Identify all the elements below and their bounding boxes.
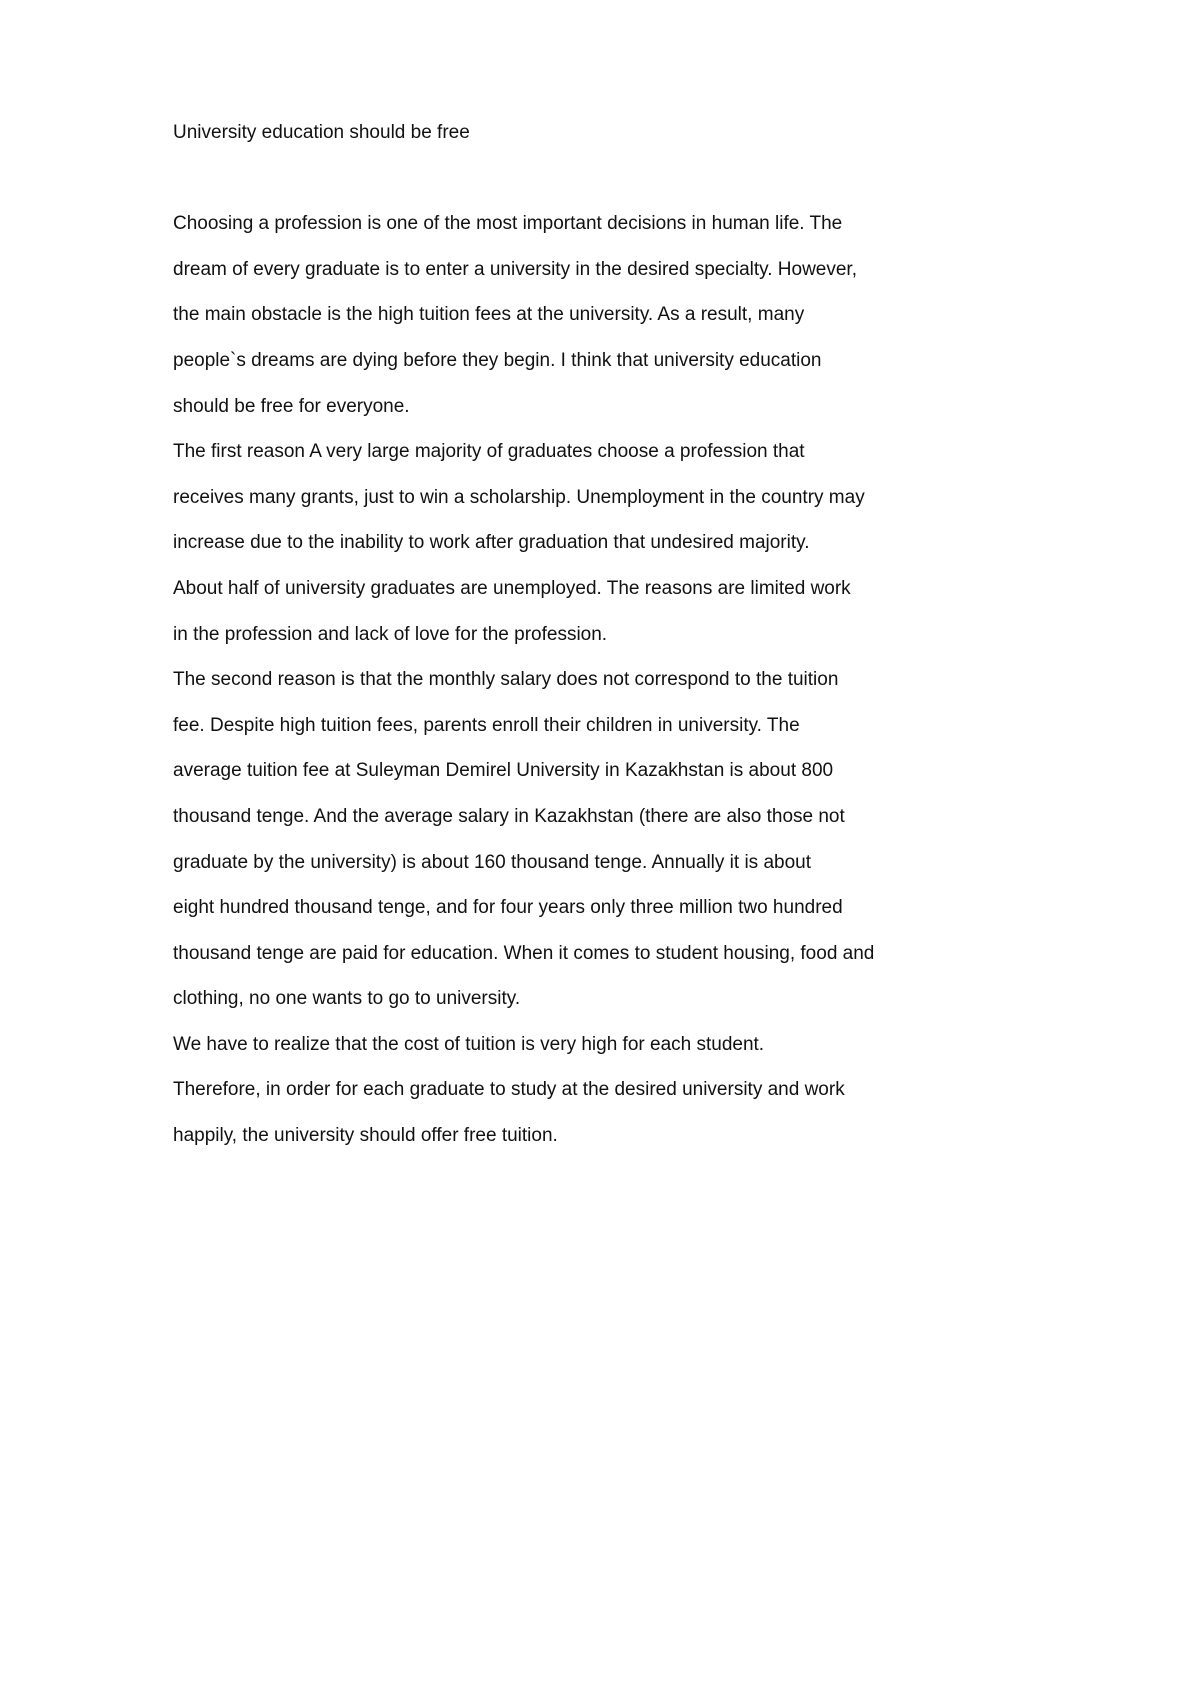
text-line: should be free for everyone. [173, 395, 410, 417]
text-line: fee. Despite high tuition fees, parents enroll their children in university. The [173, 714, 800, 736]
text-line: About half of university graduates are unemployed. The reasons are limited work [173, 577, 851, 599]
text-line: increase due to the inability to work after graduation that undesired majority. [173, 532, 810, 554]
text-line: people`s dreams are dying before they begin. I think that university education [173, 349, 822, 371]
text-line: average tuition fee at Suleyman Demirel University in Kazakhstan is about 800 [173, 760, 834, 782]
essay-title: University education should be free [173, 122, 470, 143]
text-line: happily, the university should offer free tuition. [173, 1125, 558, 1147]
text-line: thousand tenge are paid for education. When it comes to student housing, food and [173, 942, 875, 964]
essay-text [173, 110, 1173, 1159]
text-line: thousand tenge. And the average salary in Kazakhstan (there are also those not [173, 805, 845, 827]
text-line: eight hundred thousand tenge, and for four years only three million two hundred [173, 897, 843, 919]
text-line: The first reason A very large majority of graduates choose a profession that [173, 441, 805, 463]
text-line: graduate by the university) is about 160 thousand tenge. Annually it is about [173, 851, 811, 873]
text-line: receives many grants, just to win a scholarship. Unemployment in the country may [173, 486, 865, 508]
text-line: We have to realize that the cost of tuition is very high for each student. [173, 1033, 765, 1055]
text-line: The second reason is that the monthly salary does not correspond to the tuition [173, 669, 839, 691]
text-line: Choosing a profession is one of the most important decisions in human life. The [173, 213, 843, 235]
text-line: dream of every graduate is to enter a university in the desired specialty. However, [173, 258, 857, 280]
text-line: clothing, no one wants to go to university. [173, 988, 521, 1010]
blank-line [173, 156, 1173, 202]
text-line: Therefore, in order for each graduate to study at the desired university and work [173, 1079, 845, 1101]
text-line: in the profession and lack of love for the profession. [173, 623, 608, 645]
text-line: the main obstacle is the high tuition fees at the university. As a result, many [173, 304, 805, 326]
